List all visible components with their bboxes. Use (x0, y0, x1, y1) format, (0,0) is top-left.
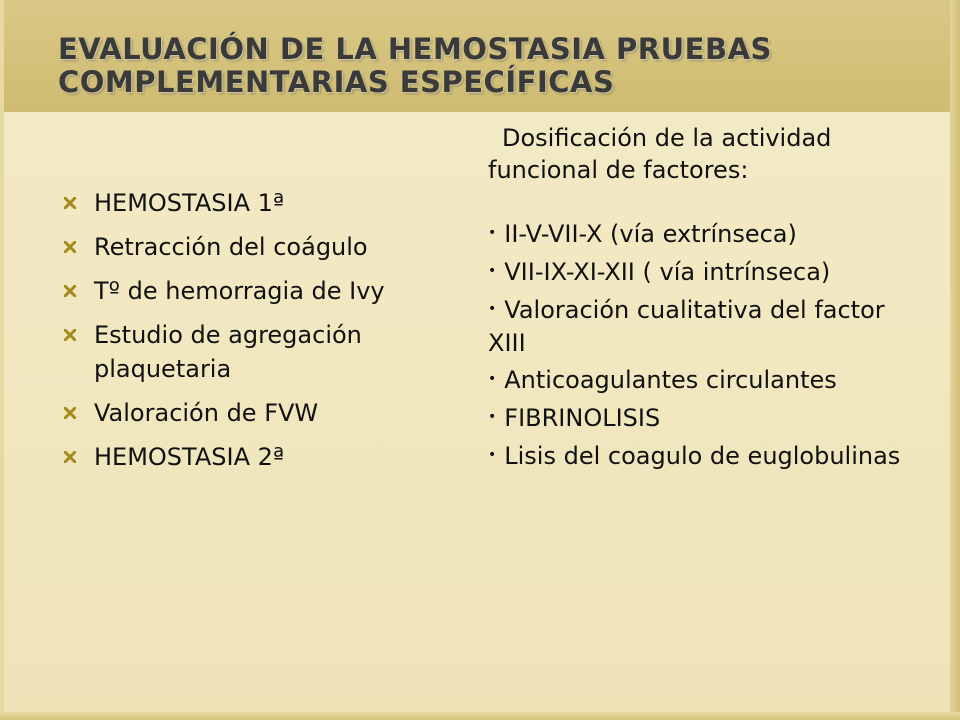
list-item-text: Anticoagulantes circulantes (504, 366, 837, 394)
x-mark-icon (64, 407, 76, 419)
list-item (58, 318, 438, 386)
list-item-text: HEMOSTASIA 1ª (94, 189, 285, 217)
right-heading (488, 122, 928, 186)
dot-icon: • (488, 301, 497, 317)
slide-title-line-2: COMPLEMENTARIAS ESPECÍFICAS (58, 65, 615, 99)
list-item (488, 364, 928, 397)
x-mark-icon (64, 451, 76, 463)
slide-title-line-1: EVALUACIÓN DE LA HEMOSTASIA PRUEBAS (58, 32, 772, 66)
list-item-text: Estudio de agregación plaquetaria (94, 321, 362, 383)
list-item (58, 274, 438, 308)
list-item (58, 440, 438, 474)
list-item-text: HEMOSTASIA 2ª (94, 443, 285, 471)
list-item-text: Tº de hemorragia de Ivy (94, 277, 385, 305)
list-item-text: VII-IX-XI-XII ( vía intrínseca) (504, 258, 831, 286)
bottom-edge-decoration (0, 712, 960, 720)
list-item-text: Retracción del coágulo (94, 233, 368, 261)
slide-title (58, 33, 938, 99)
list-item-text: II-V-VII-X (vía extrínseca) (504, 220, 797, 248)
dot-icon: • (488, 225, 497, 241)
dot-icon: • (488, 409, 497, 425)
right-heading-line-2: funcional de factores: (488, 156, 749, 184)
list-item-text: Valoración de FVW (94, 399, 319, 427)
x-mark-icon (64, 241, 76, 253)
x-mark-icon (64, 197, 76, 209)
right-heading-line-1: Dosificación de la actividad (502, 124, 832, 152)
dot-icon: • (488, 447, 497, 463)
list-item (58, 230, 438, 264)
list-item-text: FIBRINOLISIS (504, 404, 661, 432)
list-item-text: Valoración cualitativa del factor XIII (488, 296, 885, 357)
left-bullet-list (58, 186, 438, 484)
x-mark-icon (64, 329, 76, 341)
list-item (488, 294, 928, 359)
list-item (488, 218, 928, 251)
x-mark-icon (64, 285, 76, 297)
list-item-text: Lisis del coagulo de euglobulinas (504, 442, 901, 470)
right-bullet-list (488, 218, 928, 473)
list-item (58, 186, 438, 220)
left-edge-decoration (0, 0, 4, 720)
list-item (488, 402, 928, 435)
right-text-block (488, 122, 928, 478)
list-item (58, 396, 438, 430)
dot-icon: • (488, 371, 497, 387)
list-item (488, 256, 928, 289)
dot-icon: • (488, 263, 497, 279)
list-item (488, 440, 928, 473)
right-edge-decoration (950, 0, 960, 720)
